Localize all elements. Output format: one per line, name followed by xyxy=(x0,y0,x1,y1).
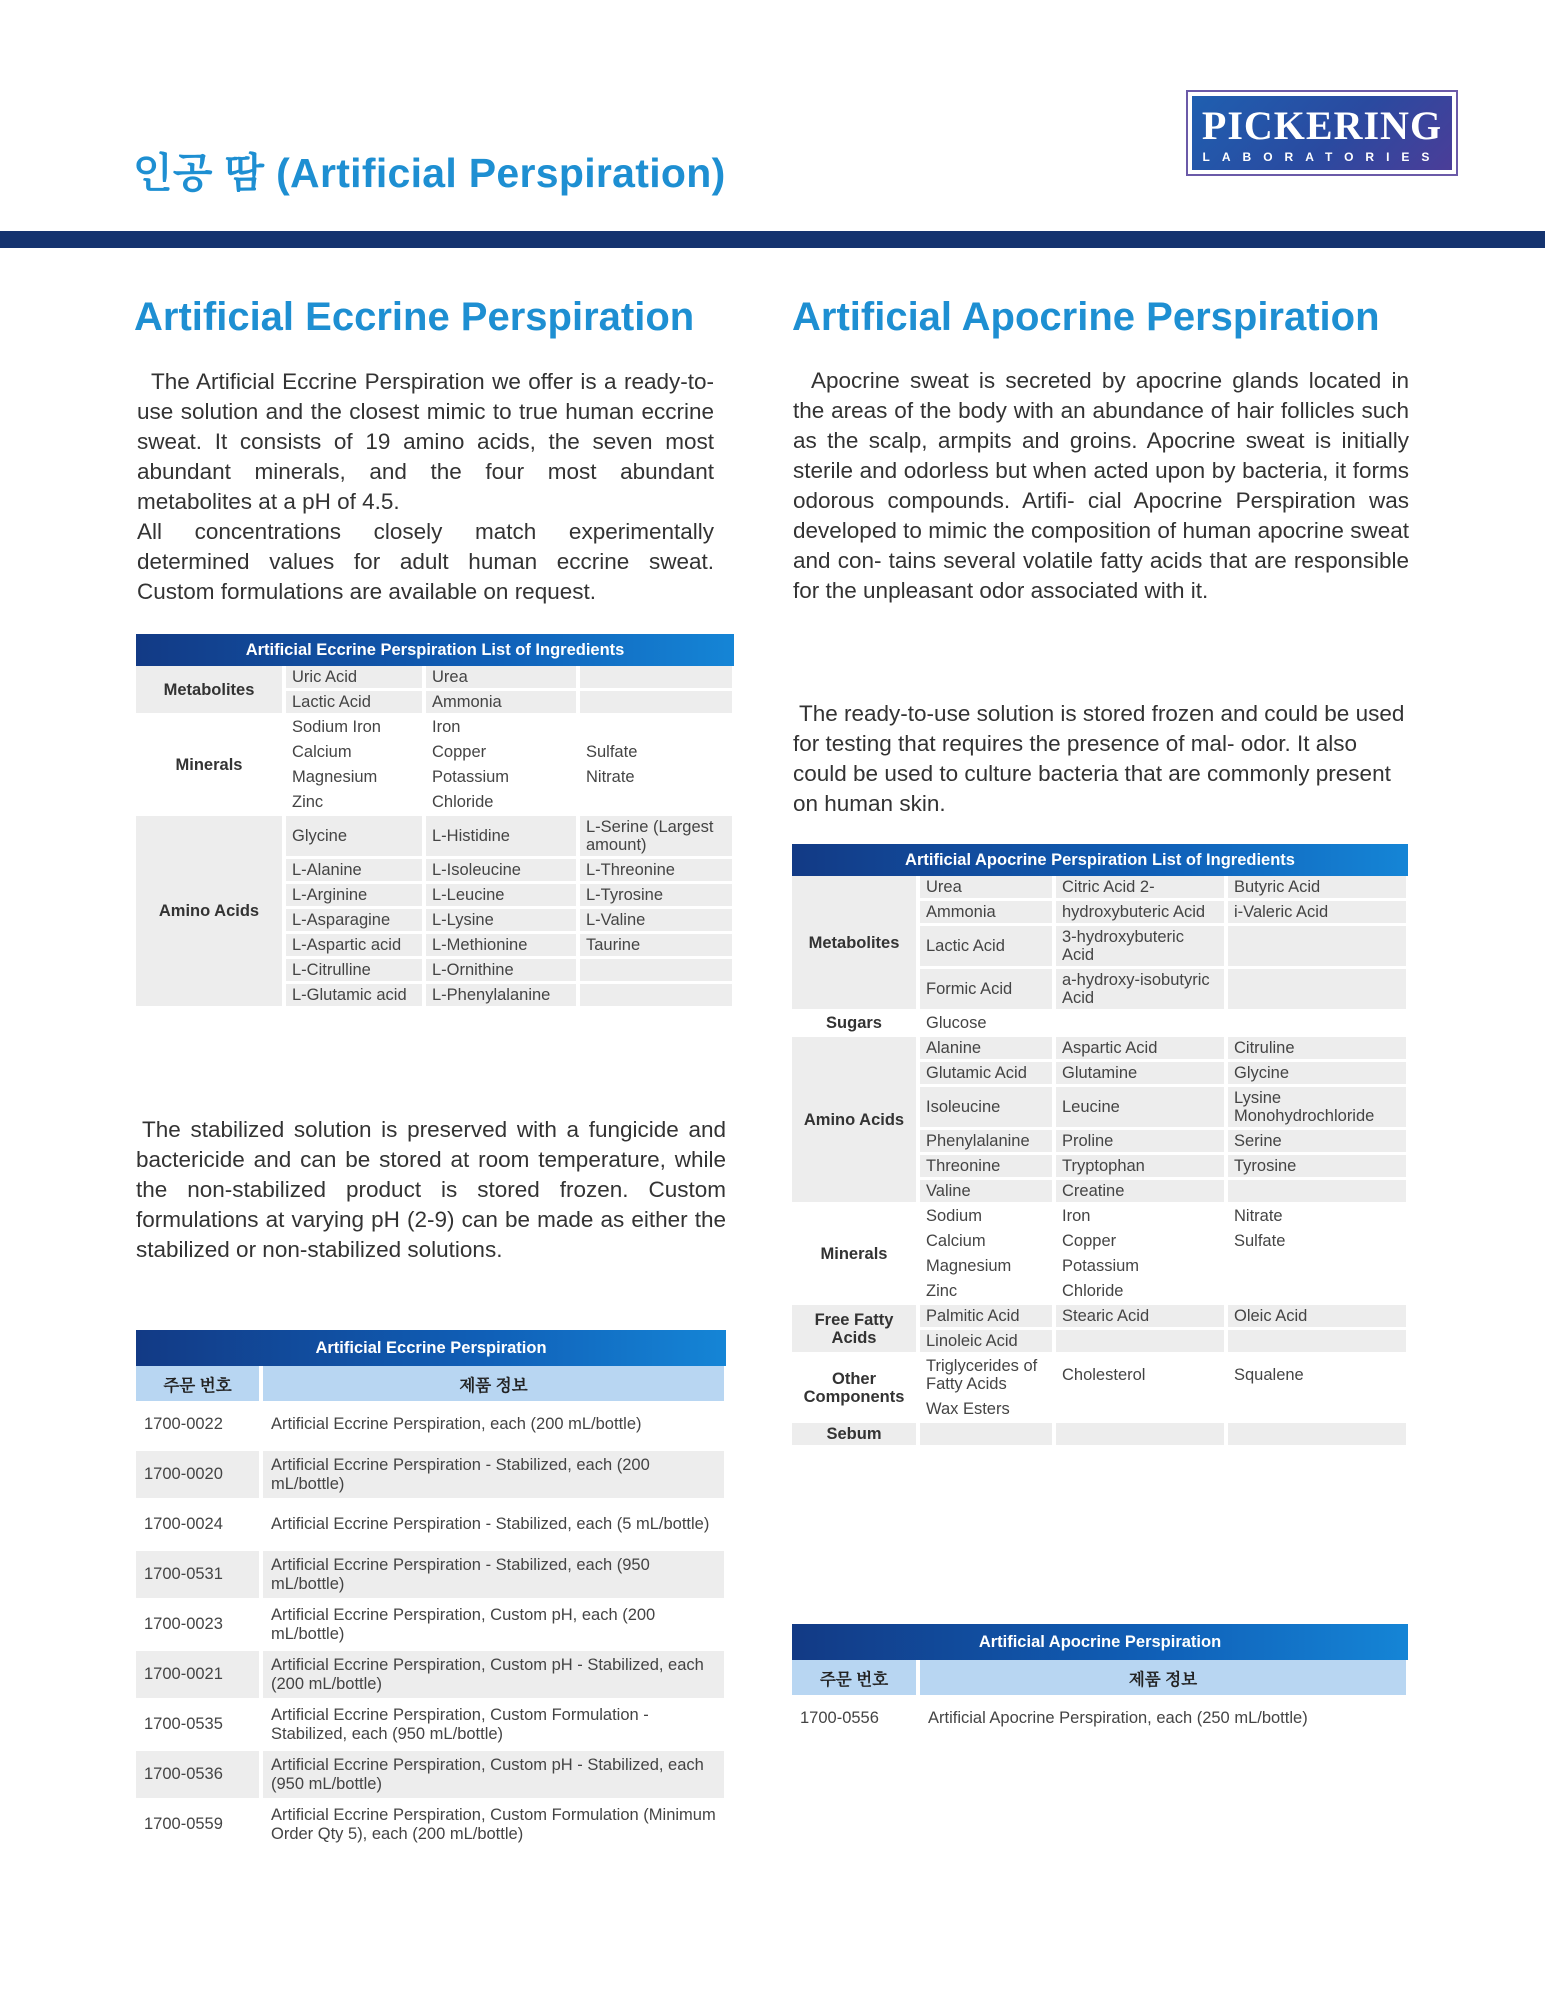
ingredient-cell: L-Isoleucine xyxy=(424,858,578,883)
ingredient-cell xyxy=(1054,1011,1226,1036)
ingredient-cell: Stearic Acid xyxy=(1054,1304,1226,1329)
ingredient-cell: L-Serine (Largest amount) xyxy=(578,815,734,858)
product-description: Artificial Eccrine Perspiration - Stabilized, each (200 mL/bottle) xyxy=(261,1450,726,1500)
product-description: Artificial Eccrine Perspiration - Stabilized, each (5 mL/bottle) xyxy=(261,1500,726,1550)
product-description: Artificial Apocrine Perspiration, each (250 mL/bottle) xyxy=(918,1695,1408,1744)
ingredient-cell: Nitrate xyxy=(1226,1204,1408,1229)
ingredient-row xyxy=(136,715,734,740)
ingredient-cell xyxy=(578,715,734,740)
ingredient-cell: Ammonia xyxy=(424,690,578,715)
ingredient-cell: Urea xyxy=(424,666,578,690)
ingredient-cell: L-Glutamic acid xyxy=(284,983,424,1008)
product-row xyxy=(136,1750,726,1800)
product-row xyxy=(136,1600,726,1650)
ingredient-cell: Valine xyxy=(918,1179,1054,1204)
ingredient-cell: Creatine xyxy=(1054,1179,1226,1204)
order-number: 1700-0531 xyxy=(136,1550,261,1600)
ingredient-cell: i-Valeric Acid xyxy=(1226,900,1408,925)
ingredient-cell: Iron xyxy=(424,715,578,740)
ingredient-cell xyxy=(578,790,734,815)
ingredient-cell xyxy=(578,958,734,983)
ingredient-cell: Oleic Acid xyxy=(1226,1304,1408,1329)
ingredient-cell xyxy=(578,983,734,1008)
ingredient-cell: Cholesterol xyxy=(1054,1354,1226,1397)
ingredient-cell: 3-hydroxybuteric Acid xyxy=(1054,925,1226,968)
product-row xyxy=(136,1650,726,1700)
eccrine-intro-2: All concentrations closely match experimentally determined values for adult human eccrine sweat. Custom formulations are available on request. xyxy=(137,519,714,604)
ingredient-cell: Isoleucine xyxy=(918,1086,1054,1129)
product-row xyxy=(136,1550,726,1600)
apocrine-intro-2: The ready-to-use solution is stored frozen and could be used for testing that requires the presence of mal- odor. It also could be used to culture bacteria that are commonly present on human skin. xyxy=(793,701,1405,816)
ingredient-cell: Magnesium xyxy=(284,765,424,790)
col-order-number: 주문 번호 xyxy=(792,1660,918,1695)
product-description: Artificial Eccrine Perspiration, Custom pH - Stabilized, each (200 mL/bottle) xyxy=(261,1650,726,1700)
ingredient-cell: L-Citrulline xyxy=(284,958,424,983)
logo-wordmark: PICKERING xyxy=(1201,103,1443,148)
ingredient-row xyxy=(792,1304,1408,1329)
ingredient-cell: Linoleic Acid xyxy=(918,1329,1054,1354)
ingredient-cell: L-Arginine xyxy=(284,883,424,908)
eccrine-intro: The Artificial Eccrine Perspiration we offer is a ready-to-use solution and the closest mimic to true human eccrine sweat. It consists of 19 amino acids, the seven most abundant minerals, and the four most abundant metabolites at a pH of 4.5. xyxy=(137,369,714,514)
ingredient-category: Sugars xyxy=(792,1011,918,1036)
ingredient-cell: Uric Acid xyxy=(284,666,424,690)
ingredient-cell: Tyrosine xyxy=(1226,1154,1408,1179)
ingredient-cell xyxy=(1226,1329,1408,1354)
ingredient-cell xyxy=(1226,968,1408,1011)
ingredient-cell: L-Aspartic acid xyxy=(284,933,424,958)
ingredient-category: Other Components xyxy=(792,1354,918,1422)
ingredient-cell: Alanine xyxy=(918,1036,1054,1061)
ingredient-cell: Formic Acid xyxy=(918,968,1054,1011)
ingredient-cell: Sodium Iron xyxy=(284,715,424,740)
ingredient-category: Amino Acids xyxy=(792,1036,918,1204)
ingredient-cell: L-Ornithine xyxy=(424,958,578,983)
ingredient-cell: Threonine xyxy=(918,1154,1054,1179)
ingredient-cell: L-Leucine xyxy=(424,883,578,908)
ingredient-cell xyxy=(1226,1254,1408,1279)
ingredient-cell: Phenylalanine xyxy=(918,1129,1054,1154)
ingredient-cell: Sulfate xyxy=(578,740,734,765)
ingredient-cell: L-Methionine xyxy=(424,933,578,958)
order-number: 1700-0536 xyxy=(136,1750,261,1800)
ingredient-cell: L-Alanine xyxy=(284,858,424,883)
ingredient-cell: Sodium xyxy=(918,1204,1054,1229)
header-divider-band xyxy=(0,231,1545,248)
ingredient-cell: Glutamine xyxy=(1054,1061,1226,1086)
apocrine-heading: Artificial Apocrine Perspiration xyxy=(792,295,1380,339)
ingredient-cell: Leucine xyxy=(1054,1086,1226,1129)
ingredient-category: Metabolites xyxy=(136,666,284,715)
product-description: Artificial Eccrine Perspiration, each (200 mL/bottle) xyxy=(261,1401,726,1450)
ingredient-cell: Palmitic Acid xyxy=(918,1304,1054,1329)
ingredient-cell: L-Asparagine xyxy=(284,908,424,933)
ingredient-cell: Aspartic Acid xyxy=(1054,1036,1226,1061)
ingredient-category: Sebum xyxy=(792,1422,918,1447)
product-row xyxy=(136,1700,726,1750)
ingredient-row xyxy=(792,1011,1408,1036)
ingredient-cell: Iron xyxy=(1054,1204,1226,1229)
ingredient-cell: Citric Acid 2- xyxy=(1054,876,1226,900)
ingredient-cell: L-Histidine xyxy=(424,815,578,858)
ingredient-cell xyxy=(1054,1397,1226,1422)
ingredient-cell: Calcium xyxy=(284,740,424,765)
ingredient-row xyxy=(792,876,1408,900)
ingredient-cell: Squalene xyxy=(1226,1354,1408,1397)
ingredient-cell xyxy=(578,690,734,715)
eccrine-products-body xyxy=(136,1401,726,1850)
eccrine-products-table xyxy=(136,1330,728,1851)
ingredient-cell xyxy=(1054,1329,1226,1354)
apocrine-ingredients-title: Artificial Apocrine Perspiration List of Ingredients xyxy=(792,844,1408,876)
ingredient-cell xyxy=(578,666,734,690)
ingredient-cell: L-Valine xyxy=(578,908,734,933)
order-number: 1700-0535 xyxy=(136,1700,261,1750)
order-number: 1700-0022 xyxy=(136,1401,261,1450)
ingredient-cell xyxy=(918,1422,1054,1447)
ingredient-row xyxy=(792,1204,1408,1229)
ingredient-cell: Taurine xyxy=(578,933,734,958)
ingredient-cell: Citruline xyxy=(1226,1036,1408,1061)
ingredient-cell: Potassium xyxy=(1054,1254,1226,1279)
ingredient-cell xyxy=(1226,1179,1408,1204)
ingredient-cell: L-Tyrosine xyxy=(578,883,734,908)
ingredient-cell: Zinc xyxy=(284,790,424,815)
product-description: Artificial Eccrine Perspiration, Custom pH - Stabilized, each (950 mL/bottle) xyxy=(261,1750,726,1800)
ingredient-category: Metabolites xyxy=(792,876,918,1011)
ingredient-category: Free Fatty Acids xyxy=(792,1304,918,1354)
ingredient-cell: Zinc xyxy=(918,1279,1054,1304)
logo-subtitle: LABORATORIES xyxy=(1202,150,1442,164)
product-row xyxy=(136,1450,726,1500)
eccrine-ingredients-title: Artificial Eccrine Perspiration List of Ingredients xyxy=(136,634,734,666)
order-number: 1700-0559 xyxy=(136,1800,261,1850)
ingredient-cell: Triglycerides of Fatty Acids xyxy=(918,1354,1054,1397)
order-number: 1700-0020 xyxy=(136,1450,261,1500)
ingredient-cell xyxy=(1226,1397,1408,1422)
eccrine-ingredients-table xyxy=(136,634,736,1009)
ingredient-cell: Nitrate xyxy=(578,765,734,790)
ingredient-cell: Magnesium xyxy=(918,1254,1054,1279)
apocrine-products-table xyxy=(792,1624,1410,1745)
ingredient-cell: Calcium xyxy=(918,1229,1054,1254)
ingredient-cell: Glutamic Acid xyxy=(918,1061,1054,1086)
col-product-info: 제품 정보 xyxy=(918,1660,1408,1695)
ingredient-cell: Chloride xyxy=(424,790,578,815)
ingredient-cell: Glucose xyxy=(918,1011,1054,1036)
ingredient-cell xyxy=(1226,1422,1408,1447)
apocrine-products-title: Artificial Apocrine Perspiration xyxy=(792,1624,1408,1660)
ingredient-cell: L-Threonine xyxy=(578,858,734,883)
eccrine-heading: Artificial Eccrine Perspiration xyxy=(134,295,695,339)
ingredient-cell: Chloride xyxy=(1054,1279,1226,1304)
ingredient-cell: Butyric Acid xyxy=(1226,876,1408,900)
ingredient-cell: hydroxybuteric Acid xyxy=(1054,900,1226,925)
eccrine-ingredients-body xyxy=(136,666,734,1008)
col-order-number: 주문 번호 xyxy=(136,1366,261,1401)
ingredient-cell: Glycine xyxy=(1226,1061,1408,1086)
ingredient-row xyxy=(792,1354,1408,1397)
ingredient-cell: Copper xyxy=(1054,1229,1226,1254)
product-description: Artificial Eccrine Perspiration - Stabilized, each (950 mL/bottle) xyxy=(261,1550,726,1600)
order-number: 1700-0556 xyxy=(792,1695,918,1744)
ingredient-cell: Copper xyxy=(424,740,578,765)
product-description: Artificial Eccrine Perspiration, Custom Formulation (Minimum Order Qty 5), each (200 mL/bottle) xyxy=(261,1800,726,1850)
eccrine-products-title: Artificial Eccrine Perspiration xyxy=(136,1330,726,1366)
page-title: 인공 땀 (Artificial Perspiration) xyxy=(133,150,726,196)
product-row xyxy=(136,1500,726,1550)
ingredient-cell: Glycine xyxy=(284,815,424,858)
ingredient-cell: Tryptophan xyxy=(1054,1154,1226,1179)
ingredient-cell: L-Phenylalanine xyxy=(424,983,578,1008)
ingredient-row xyxy=(792,1036,1408,1061)
order-number: 1700-0023 xyxy=(136,1600,261,1650)
ingredient-cell: a-hydroxy-isobutyric Acid xyxy=(1054,968,1226,1011)
ingredient-row xyxy=(136,815,734,858)
ingredient-cell xyxy=(1226,1279,1408,1304)
product-row xyxy=(136,1401,726,1450)
order-number: 1700-0024 xyxy=(136,1500,261,1550)
ingredient-cell: Lysine Monohydrochloride xyxy=(1226,1086,1408,1129)
ingredient-category: Minerals xyxy=(792,1204,918,1304)
ingredient-cell: Sulfate xyxy=(1226,1229,1408,1254)
ingredient-cell: Urea xyxy=(918,876,1054,900)
apocrine-products-body xyxy=(792,1695,1408,1744)
ingredient-cell: Serine xyxy=(1226,1129,1408,1154)
ingredient-cell: Wax Esters xyxy=(918,1397,1054,1422)
ingredient-row xyxy=(136,666,734,690)
product-description: Artificial Eccrine Perspiration, Custom pH, each (200 mL/bottle) xyxy=(261,1600,726,1650)
apocrine-ingredients-body xyxy=(792,876,1408,1447)
ingredient-cell: L-Lysine xyxy=(424,908,578,933)
col-product-info: 제품 정보 xyxy=(261,1366,726,1401)
apocrine-ingredients-table xyxy=(792,844,1410,1448)
product-description: Artificial Eccrine Perspiration, Custom Formulation - Stabilized, each (950 mL/bottle) xyxy=(261,1700,726,1750)
ingredient-cell xyxy=(1226,925,1408,968)
product-row xyxy=(136,1800,726,1850)
ingredient-cell: Lactic Acid xyxy=(918,925,1054,968)
ingredient-cell: Lactic Acid xyxy=(284,690,424,715)
ingredient-row xyxy=(792,1422,1408,1447)
ingredient-cell xyxy=(1054,1422,1226,1447)
product-row xyxy=(792,1695,1408,1744)
ingredient-category: Amino Acids xyxy=(136,815,284,1008)
eccrine-stabilized-text: The stabilized solution is preserved with a fungicide and bactericide and can be stored at room temperature, while the non-stabilized product is stored frozen. Custom formulations at varying pH (2-9) can be made as either the stabilized or non-stabilized solutions. xyxy=(136,1117,726,1262)
apocrine-intro: Apocrine sweat is secreted by apocrine glands located in the areas of the body with an abundance of hair follicles such as the scalp, armpits and groins. Apocrine sweat is initially sterile and odorless but when acted upon by bacteria, it forms odorous compounds. Artifi- cial Apocrine Perspiration was developed to mimic the composition of human apocrine sweat and con- tains several volatile fatty acids that are responsible for the unpleasant odor associated with it. xyxy=(793,368,1409,603)
ingredient-category: Minerals xyxy=(136,715,284,815)
ingredient-cell xyxy=(1226,1011,1408,1036)
ingredient-cell: Ammonia xyxy=(918,900,1054,925)
order-number: 1700-0021 xyxy=(136,1650,261,1700)
ingredient-cell: Potassium xyxy=(424,765,578,790)
company-logo xyxy=(1186,90,1458,176)
ingredient-cell: Proline xyxy=(1054,1129,1226,1154)
